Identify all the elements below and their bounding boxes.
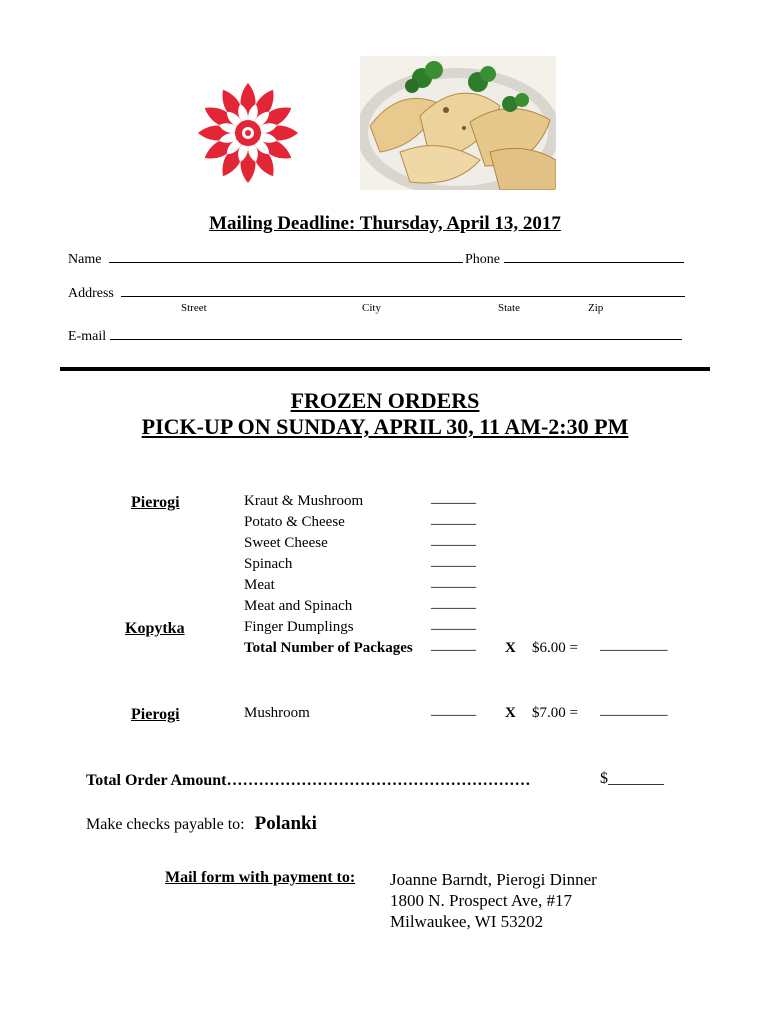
qty-blank[interactable]: ______ — [431, 532, 476, 548]
mailing-deadline: Mailing Deadline: Thursday, April 13, 2017 — [209, 213, 561, 234]
qty-blank[interactable]: ______ — [431, 595, 476, 611]
mail-form-label: Mail form with payment to: — [165, 869, 356, 886]
item-finger-dumplings: Finger Dumplings — [244, 619, 354, 635]
subtotal-blank[interactable]: _________ — [600, 637, 668, 653]
total-dots: ………………………………………………… — [226, 772, 531, 789]
price-7: $7.00 = — [532, 705, 578, 721]
mailing-address — [390, 869, 597, 932]
polanki-logo — [186, 73, 310, 191]
item-sweet-cheese: Sweet Cheese — [244, 535, 328, 551]
item-mushroom: Mushroom — [244, 705, 310, 721]
name-field[interactable] — [68, 251, 463, 268]
total-order-amount — [86, 772, 530, 790]
email-field[interactable] — [68, 328, 682, 345]
phone-line — [504, 251, 684, 263]
multiply-sign: X — [505, 640, 516, 656]
state-label: State — [498, 302, 520, 314]
multiply-sign: X — [505, 705, 516, 721]
zip-label: Zip — [588, 302, 604, 314]
item-meat: Meat — [244, 577, 275, 593]
address-line-2: 1800 N. Prospect Ave, #17 — [390, 891, 572, 910]
name-label: Name — [68, 252, 102, 267]
address-field[interactable] — [68, 285, 685, 302]
checks-payable — [86, 813, 317, 835]
total-packages-blank[interactable]: ______ — [431, 637, 476, 653]
qty-blank[interactable]: ______ — [431, 616, 476, 632]
qty-blank[interactable]: ______ — [431, 553, 476, 569]
pierogi-label: Pierogi — [131, 494, 180, 511]
phone-field[interactable] — [465, 251, 684, 268]
address-line-3: Milwaukee, WI 53202 — [390, 912, 544, 931]
item-kraut-mushroom: Kraut & Mushroom — [244, 493, 364, 509]
total-label: Total Order Amount — [86, 772, 227, 789]
kopytka-label: Kopytka — [125, 620, 185, 637]
price-6: $6.00 = — [532, 640, 578, 656]
item-meat-spinach: Meat and Spinach — [244, 598, 353, 614]
item-spinach: Spinach — [244, 556, 293, 572]
total-amount-blank[interactable]: $_______ — [600, 770, 664, 787]
total-packages-label: Total Number of Packages — [244, 640, 413, 656]
checks-label: Make checks payable to: — [86, 816, 245, 833]
pickup-title: PICK-UP ON SUNDAY, APRIL 30, 11 AM-2:30 PM — [141, 414, 629, 439]
divider — [60, 367, 710, 371]
qty-blank[interactable]: ______ — [431, 490, 476, 506]
street-label: Street — [181, 302, 207, 314]
pierogi-photo — [360, 56, 556, 190]
address-line — [121, 285, 685, 297]
pierogi-label-2: Pierogi — [131, 706, 180, 723]
qty-blank[interactable]: ______ — [431, 574, 476, 590]
mushroom-qty-blank[interactable]: ______ — [431, 702, 476, 718]
phone-label: Phone — [465, 252, 500, 267]
city-label: City — [362, 302, 381, 314]
name-line — [109, 251, 463, 263]
address-line-1: Joanne Barndt, Pierogi Dinner — [390, 870, 597, 889]
email-line — [110, 328, 682, 340]
email-label: E-mail — [68, 329, 107, 344]
frozen-orders-title: FROZEN ORDERS — [290, 388, 480, 413]
mushroom-subtotal-blank[interactable]: _________ — [600, 702, 668, 718]
qty-blank[interactable]: ______ — [431, 511, 476, 527]
item-potato-cheese: Potato & Cheese — [244, 514, 345, 530]
address-label: Address — [68, 286, 114, 301]
payee-name: Polanki — [254, 813, 317, 834]
